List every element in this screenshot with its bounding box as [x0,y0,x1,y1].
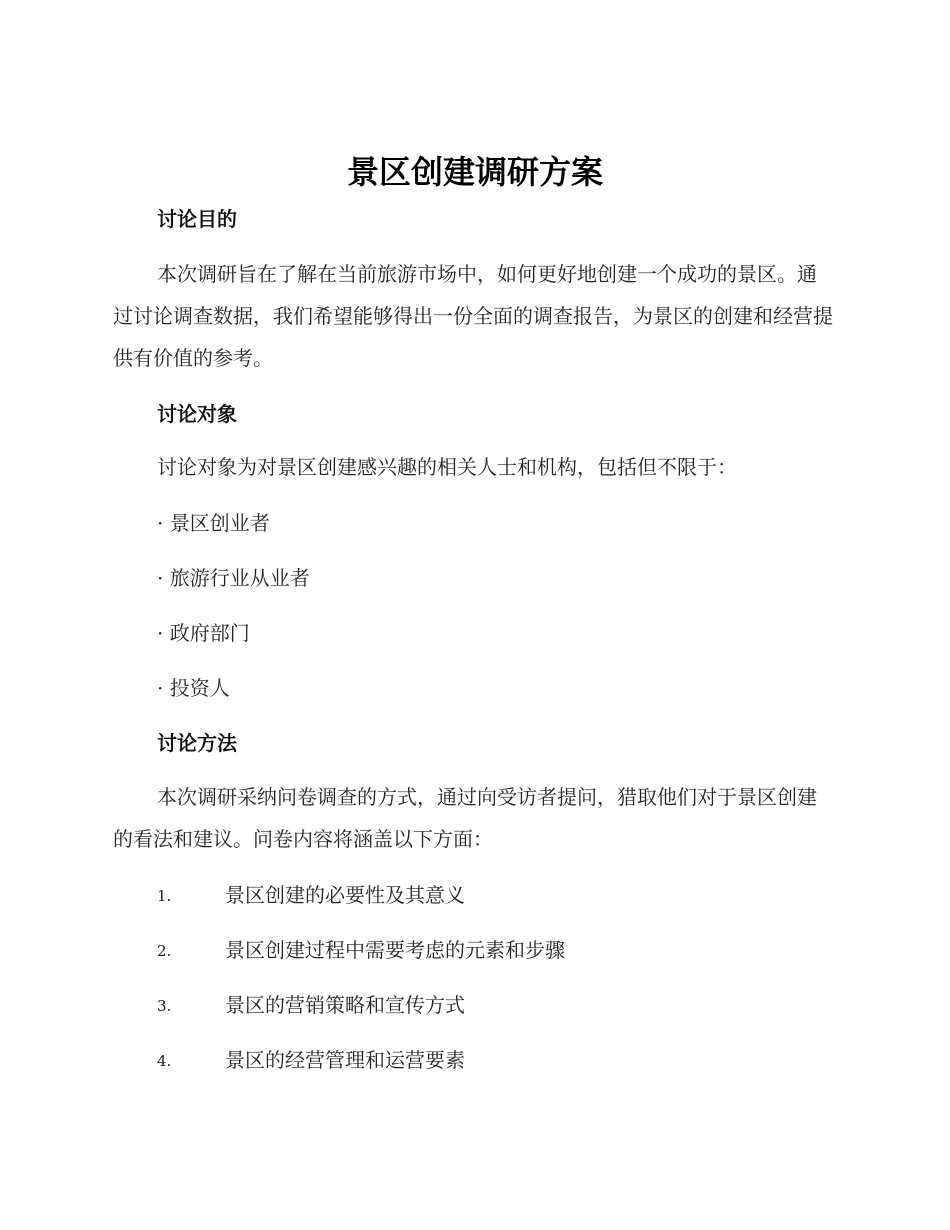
list-number: 4. [157,1052,172,1070]
bullet-item: · 旅游行业从业者 [157,566,310,590]
list-item-text: 景区创建的必要性及其意义 [225,883,465,907]
paragraph-method: 本次调研采纳问卷调查的方式，通过向受访者提问，猎取他们对于景区创建的看法和建议。问卷内容将涵盖以下方面： [113,785,817,851]
numbered-list-item [157,990,757,1020]
list-item-text: 景区创建过程中需要考虑的元素和步骤 [225,938,565,962]
numbered-list-item [157,880,757,910]
document-title: 景区创建调研方案 [346,153,603,191]
bullet-item: · 政府部门 [157,621,250,645]
section-heading-method: 讨论方法 [157,731,237,755]
list-number: 3. [157,997,172,1015]
section-heading-participants: 讨论对象 [157,402,237,426]
section-heading-purpose: 讨论目的 [157,207,237,231]
bullet-item: · 投资人 [157,676,230,700]
list-item-text: 景区的营销策略和宣传方式 [225,993,465,1017]
numbered-list-item [157,1045,757,1075]
paragraph-participants: 讨论对象为对景区创建感兴趣的相关人士和机构，包括但不限于： [157,455,737,479]
list-number: 2. [157,942,172,960]
numbered-list-item [157,935,757,965]
paragraph-purpose: 本次调研旨在了解在当前旅游市场中，如何更好地创建一个成功的景区。通过讨论调查数据，我们希望能够得出一份全面的调查报告，为景区的创建和经营提供有价值的参考。 [113,262,833,370]
list-item-text: 景区的经营管理和运营要素 [225,1048,465,1072]
list-number: 1. [157,887,172,905]
bullet-item: · 景区创业者 [157,511,270,535]
